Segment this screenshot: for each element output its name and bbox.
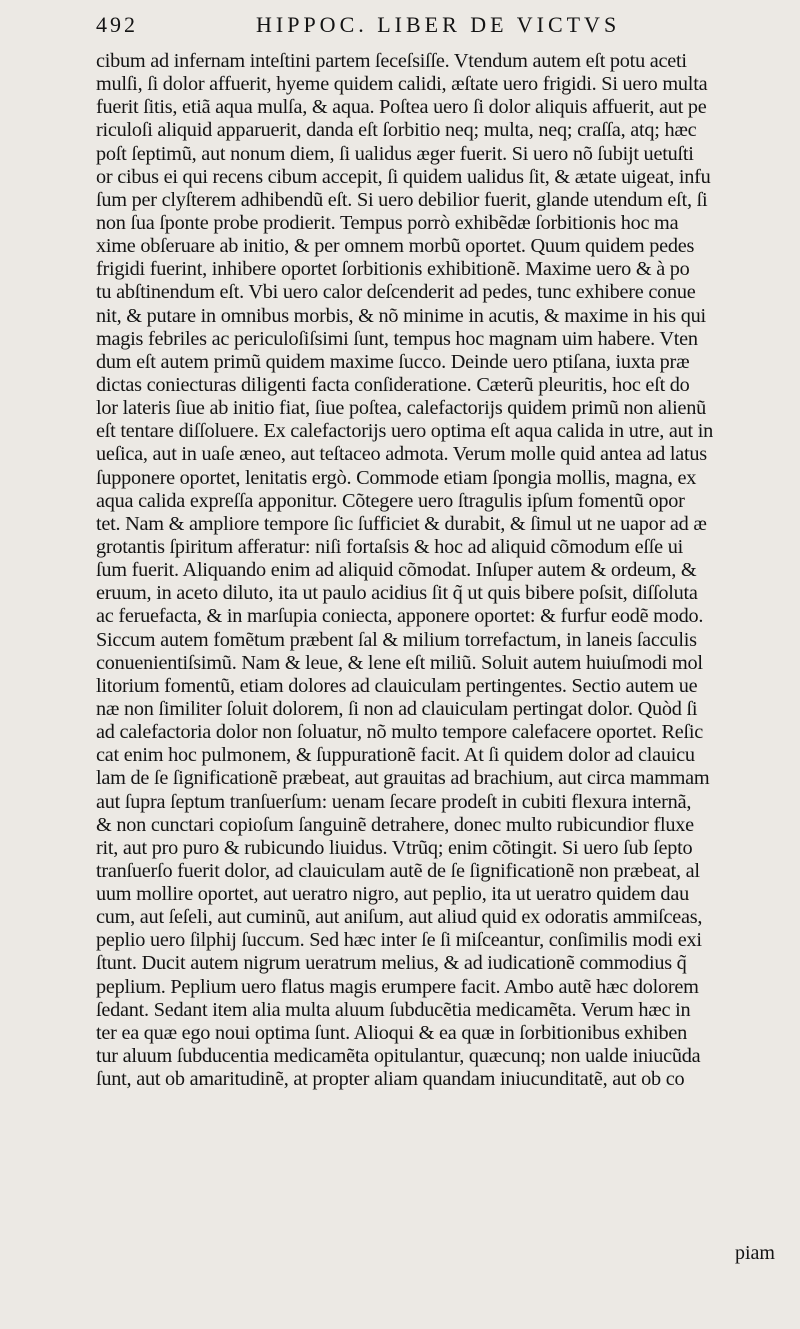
text-line: ter ea quæ ego noui optima ſunt. Alioqui & ea quæ in ſorbitionibus exhiben [96, 1021, 687, 1044]
text-line: ueſica, aut in uaſe æneo, aut teſtaceo admota. Verum molle quid antea ad latus [96, 443, 707, 466]
text-line: eſt tentare diſſoluere. Ex calefactorijs uero optima eſt aqua calida in utre, aut in [96, 420, 714, 443]
text-line: non ſua ſponte probe prodierit. Tempus porrò exhibẽdæ ſorbitionis hoc ma [96, 211, 679, 234]
text-line: litorium fomentũ, etiam dolores ad clauiculam pertingentes. Sectio autem ue [96, 674, 698, 697]
text-line: ſum fuerit. Aliquando enim ad aliquid cõmodat. Inſuper autem & ordeum, & [96, 559, 697, 582]
text-line: xime obſeruare ab initio, & per omnem morbũ oportet. Quum quidem pedes [96, 235, 695, 258]
text-line: ad calefactoria dolor non ſoluatur, nõ multo tempore calefacere oportet. Reſic [96, 721, 704, 744]
text-line: ſedant. Sedant item alia multa aluum ſubducẽtia medicamẽta. Verum hæc in [96, 998, 691, 1021]
text-line: dum eſt autem primũ quidem maxime ſucco. Deinde uero ptiſana, iuxta præ [96, 350, 690, 373]
text-line: næ non ſimiliter ſoluit dolorem, ſi non ad clauiculam pertingat dolor. Quòd ſi [96, 697, 698, 720]
text-line: poſt ſeptimũ, aut nonum diem, ſi ualidus æger fuerit. Si uero nõ ſubijt uetuſti [96, 142, 694, 165]
text-line: eruum, in aceto diluto, ita ut paulo acidius ſit q̃ ut quis bibere poſsit, diſſoluta [96, 582, 698, 605]
text-line: lor lateris ſiue ab initio fiat, ſiue poſtea, calefactorijs quidem primũ non alienũ [96, 397, 707, 420]
text-line: riculoſi aliquid apparuerit, danda eſt ſorbitio neq; multa, neq; craſſa, atq; hæc [96, 119, 697, 142]
text-line: aqua calida expreſſa apponitur. Cõtegere uero ſtragulis ipſum fomentũ opor [96, 489, 685, 512]
text-line: tu abſtinendum eſt. Vbi uero calor deſcenderit ad pedes, tunc exhibere conue [96, 281, 696, 304]
text-line: ſum per clyſterem adhibendũ eſt. Si uero debilior fuerit, glande utendum eſt, ſi [96, 188, 708, 211]
text-line: frigidi fuerint, inhibere oportet ſorbitionis exhibitionẽ. Maxime uero & à po [96, 258, 690, 281]
text-line: ſunt, aut ob amaritudinẽ, at propter aliam quandam iniucunditatẽ, aut ob co [96, 1068, 685, 1091]
text-line: peplium. Peplium uero flatus magis erumpere facit. Ambo autẽ hæc dolorem [96, 975, 699, 998]
text-line: grotantis ſpiritum afferatur: niſi fortaſsis & hoc ad aliquid cõmodum eſſe ui [96, 535, 683, 558]
text-line: lam de ſe ſignificationẽ præbeat, aut grauitas ad brachium, aut circa mammam [96, 767, 710, 790]
text-line: ſtunt. Ducit autem nigrum ueratrum melius, & ad iudicationẽ commodius q̃ [96, 952, 687, 975]
text-line: tur aluum ſubducentia medicamẽta opitulantur, quæcunq; non ualde iniucũda [96, 1045, 701, 1068]
text-line: ac feruefacta, & in marſupia coniecta, apponere oportet: & furfur eodẽ modo. [96, 605, 704, 628]
text-line: conuenientiſsimũ. Nam & leue, & lene eſt miliũ. Soluit autem huiuſmodi mol [96, 651, 703, 674]
text-line: mulſi, ſi dolor affuerit, hyeme quidem calidi, æſtate uero frigidi. Si uero multa [96, 73, 708, 96]
text-line: & non cunctari copioſum ſanguinẽ detrahere, donec multo rubicundior fluxe [96, 813, 694, 836]
text-line: rit, aut pro puro & rubicundo liuidus. Vtrũq; enim cõtingit. Si uero ſub ſepto [96, 836, 693, 859]
page-header [96, 12, 736, 42]
text-line: peplio uero ſilphij ſuccum. Sed hæc inter ſe ſi miſceantur, conſimilis modi exi [96, 929, 702, 952]
text-line: or cibus ei qui recens cibum accepit, ſi quidem ualidus ſit, & ætate uigeat, infu [96, 165, 711, 188]
text-line: dictas coniecturas diligenti facta conſideratione. Cæterũ pleuritis, hoc eſt do [96, 373, 690, 396]
text-line: uum mollire oportet, aut ueratro nigro, aut peplio, ita ut ueratro quidem dau [96, 883, 689, 906]
text-line: fuerit ſitis, etiã aqua mulſa, & aqua. Poſtea uero ſi dolor aliquis affuerit, aut pe [96, 96, 707, 119]
text-line: Siccum autem fomẽtum præbent ſal & milium torrefactum, in laneis ſacculis [96, 628, 697, 651]
running-head: HIPPOC. LIBER DE VICTVS [256, 12, 621, 37]
text-line: ſupponere oportet, lenitatis ergò. Commode etiam ſpongia mollis, magna, ex [96, 466, 697, 489]
text-line: tranſuerſo fuerit dolor, ad clauiculam autẽ de ſe ſignificationẽ non præbeat, al [96, 859, 700, 882]
text-line: nit, & putare in omnibus morbis, & nõ minime in acutis, & maxime in his qui [96, 304, 706, 327]
text-line: cibum ad infernam inteſtini partem ſeceſsiſſe. Vtendum autem eſt potu aceti [96, 50, 687, 72]
text-line: aut ſupra ſeptum tranſuerſum: uenam ſecare prodeſt in cubiti flexura internã, [96, 790, 692, 813]
text-line: cat enim hoc pulmonem, & ſuppurationẽ facit. At ſi quidem dolor ad clauicu [96, 744, 695, 767]
text-line: tet. Nam & ampliore tempore ſic ſufficiet & durabit, & ſimul ut ne uapor ad æ [96, 512, 707, 535]
page-number: 492 [96, 12, 138, 37]
catchword: piam [735, 1242, 775, 1264]
body-text [96, 50, 796, 1091]
text-line: cum, aut ſeſeli, aut cuminũ, aut aniſum, aut aliud quid ex odoratis ammiſceas, [96, 906, 703, 929]
text-line: magis febriles ac periculoſiſsimi ſunt, tempus hoc magnam uim habere. Vten [96, 327, 698, 350]
